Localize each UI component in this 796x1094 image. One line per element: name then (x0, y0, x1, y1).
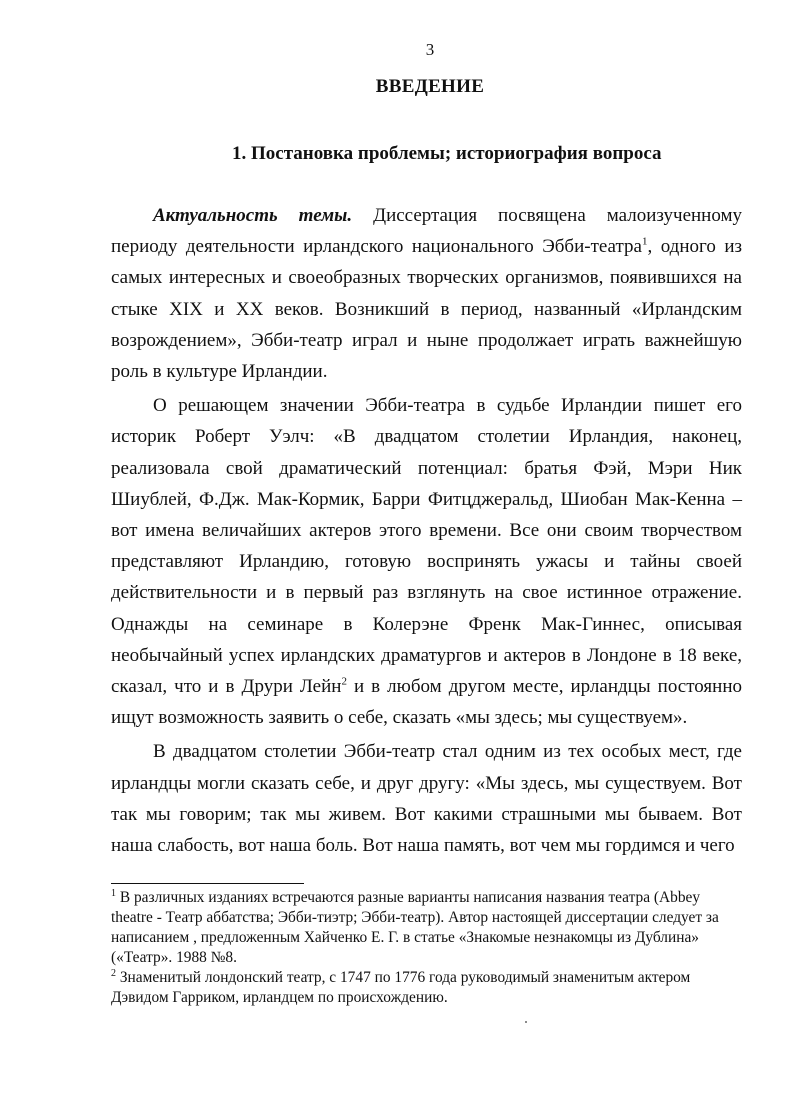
paragraph-3 (111, 736, 742, 861)
paragraph-1-text-b: , одного из самых интересных и своеобразных творческих организмов, появившихся на стыке XIX и XX веков. Возникший в период, названный «Ирландским возрождением», Эбби-театр играл и ныне продолжает играть важнейшую роль в культуре Ирландии. (111, 236, 742, 383)
paragraph-1 (111, 200, 742, 387)
scan-speck (525, 1021, 527, 1023)
body-text (111, 200, 742, 861)
paragraph-2-text-b: и в любом другом месте, ирландцы постоянно ищут возможность заявить о себе, сказать «мы здесь; мы существуем». (111, 676, 742, 729)
footnote-1 (111, 888, 741, 968)
paragraph-2 (111, 390, 742, 733)
section-title: 1. Постановка проблемы; историография вопроса (232, 143, 662, 164)
footnote-1-text: В различных изданиях встречаются разные варианты написания названия театра (Abbey theatre - Театр аббатства; Эбби-тиэтр; Эбби-театр). Автор настоящей диссертации следует за написанием , предложенным Хайченко Е. Г. в статье «Знакомые незнакомцы из Дублина» («Театр». 1988 №8. (111, 889, 719, 966)
lead-phrase: Актуальность темы. (153, 205, 353, 226)
paragraph-1-text-a: Диссертация посвящена малоизученному периоду деятельности ирландского национального Эбби-театра (111, 205, 742, 258)
footnote-divider (111, 883, 304, 884)
footnote-1-marker: 1 (111, 887, 116, 899)
footnote-2-marker: 2 (111, 967, 116, 979)
page-number: 3 (425, 40, 435, 59)
footnote-ref-2[interactable]: 2 (341, 675, 347, 688)
paragraph-3-text: В двадцатом столетии Эбби-театр стал одним из тех особых мест, где ирландцы могли сказать себе, и друг другу: «Мы здесь, мы существуем. Вот так мы говорим; так мы живем. Вот какими страшными мы бываем. Вот наша слабость, вот наша боль. Вот наша память, вот чем мы гордимся и чего (111, 741, 742, 857)
footnotes (111, 888, 741, 1008)
page-title: ВВЕДЕНИЕ (375, 76, 485, 97)
paragraph-2-text-a: О решающем значении Эбби-театра в судьбе Ирландии пишет его историк Роберт Уэлч: «В двадцатом столетии Ирландия, наконец, реализовала свой драматический потенциал: братья Фэй, Мэри Ник Шиублей, Ф.Дж. Мак-Кормик, Барри Фитцджеральд, Шиобан Мак-Кенна – вот имена величайших актеров этого времени. Все они своим творчеством представляют Ирландию, готовую воспринять ужасы и тайны своей действительности и в первый раз взглянуть на свое истинное отражение. Однажды на семинаре в Колерэне Френк Мак-Гиннес, описывая необычайный успех ирландских драматургов и актеров в Лондоне в 18 веке, сказал, что и в Друри Лейн (111, 395, 742, 698)
footnote-2 (111, 968, 741, 1008)
footnote-2-text: Знаменитый лондонский театр, с 1747 по 1776 года руководимый знаменитым актером Дэвидом Гарриком, ирландцем по происхождению. (111, 969, 691, 1006)
footnote-ref-1[interactable]: 1 (641, 235, 648, 248)
